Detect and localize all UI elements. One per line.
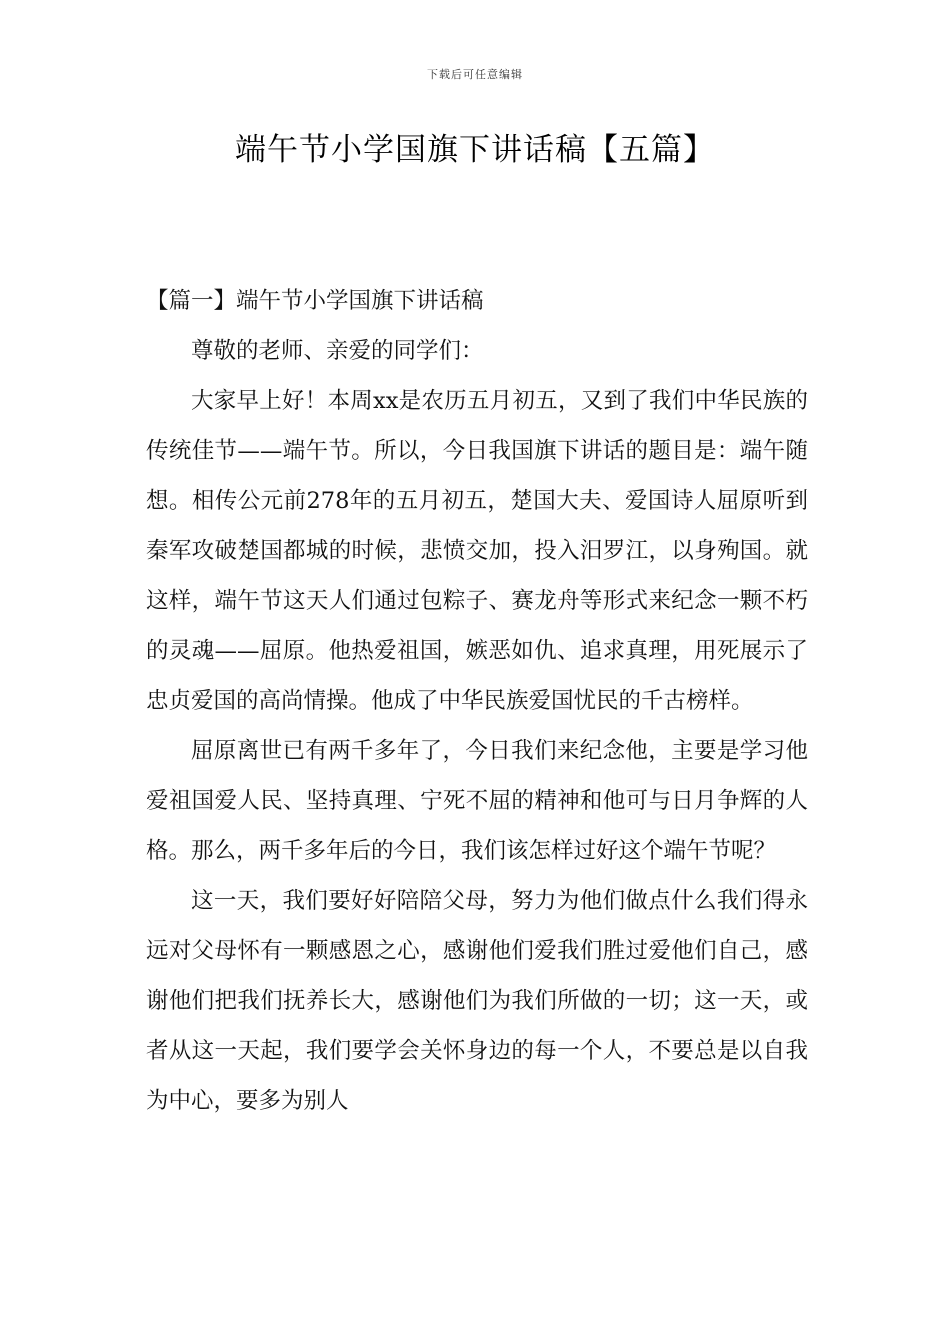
- document-title: 端午节小学国旗下讲话稿【五篇】: [235, 132, 715, 168]
- body-paragraph: 这一天，我们要好好陪陪父母，努力为他们做点什么我们得永远对父母怀有一颗感恩之心，感谢他们爱我们胜过爱他们自己，感谢他们把我们抚养长大，感谢他们为我们所做的一切；这一天，或者从这一天起，我们要学会关怀身边的每一个人，不要总是以自我为中心，要多为别人: [146, 888, 808, 1114]
- document-body: [146, 276, 808, 1126]
- body-paragraph: 大家早上好！本周xx是农历五月初五，又到了我们中华民族的传统佳节——端午节。所以，今日我国旗下讲话的题目是：端午随想。相传公元前278年的五月初五，楚国大夫、爱国诗人屈原听到秦军攻破楚国都城的时候，悲愤交加，投入汨罗江，以身殉国。就这样，端午节这天人们通过包粽子、赛龙舟等形式来纪念一颗不朽的灵魂——屈原。他热爱祖国，嫉恶如仇、追求真理，用死展示了忠贞爱国的高尚情操。他成了中华民族爱国忧民的千古榜样。: [146, 388, 808, 714]
- body-paragraph: 屈原离世已有两千多年了，今日我们来纪念他，主要是学习他爱祖国爱人民、坚持真理、宁死不屈的精神和他可与日月争辉的人格。那么，两千多年后的今日，我们该怎样过好这个端午节呢？: [146, 738, 808, 864]
- salutation-paragraph: 尊敬的老师、亲爱的同学们：: [191, 338, 484, 364]
- section-heading: 【篇一】端午节小学国旗下讲话稿: [146, 288, 484, 314]
- page-header-note: 下载后可任意编辑: [427, 68, 523, 81]
